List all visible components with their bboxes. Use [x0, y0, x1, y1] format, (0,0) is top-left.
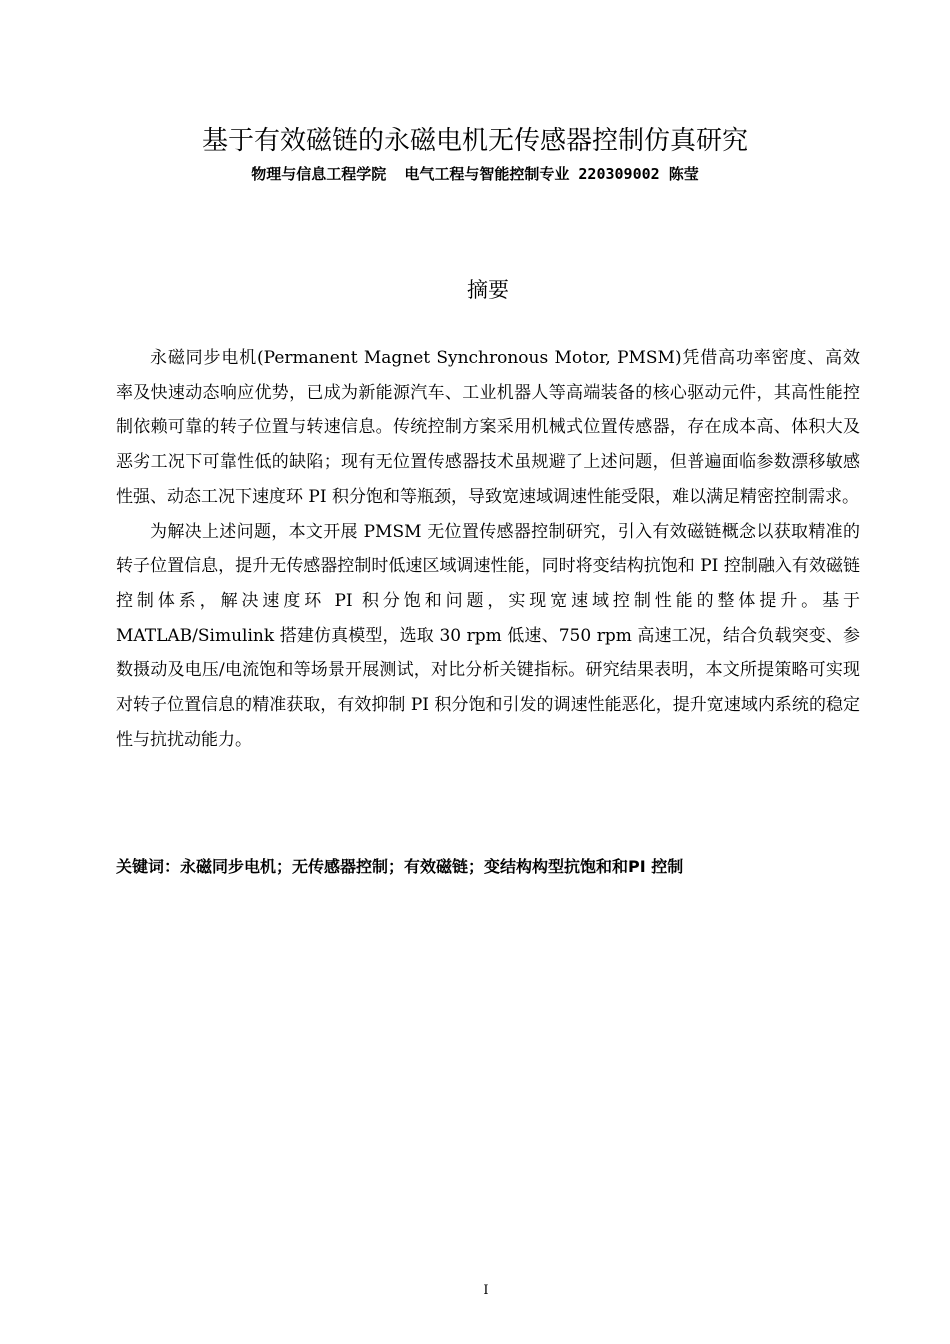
- abstract-body: [116, 341, 860, 757]
- abstract-heading: 摘要: [467, 278, 509, 302]
- page-number: I: [483, 1283, 489, 1298]
- abstract-paragraph: 永磁同步电机(Permanent Magnet Synchronous Motor, PMSM)凭借高功率密度、高效率及快速动态响应优势，已成为新能源汽车、工业机器人等高端装备的核心驱动元件，其高性能控制依赖可靠的转子位置与转速信息。传统控制方案采用机械式位置传感器，存在成本高、体积大及恶劣工况下可靠性低的缺陷；现有无位置传感器技术虽规避了上述问题，但普遍面临参数漂移敏感性强、动态工况下速度环 PI 积分饱和等瓶颈，导致宽速域调速性能受限，难以满足精密控制需求。: [116, 348, 860, 507]
- author-affiliation-line: 物理与信息工程学院 电气工程与智能控制专业 220309002 陈莹: [251, 165, 699, 183]
- abstract-paragraph: 为解决上述问题，本文开展 PMSM 无位置传感器控制研究，引入有效磁链概念以获取精准的转子位置信息，提升无传感器控制时低速区域调速性能，同时将变结构抗饱和 PI 控制融入有效磁链控制体系，解决速度环 PI 积分饱和问题，实现宽速域控制性能的整体提升。基于 MATLAB/Simulink 搭建仿真模型，选取 30 rpm 低速、750 rpm 高速工况，结合负载突变、参数摄动及电压/电流饱和等场景开展测试，对比分析关键指标。研究结果表明，本文所提策略可实现对转子位置信息的精准获取，有效抑制 PI 积分饱和引发的调速性能恶化，提升宽速域内系统的稳定性与抗扰动能力。: [116, 521, 860, 750]
- paper-title: 基于有效磁链的永磁电机无传感器控制仿真研究: [201, 126, 748, 156]
- keywords-line: 关键词：永磁同步电机；无传感器控制；有效磁链；变结构构型抗饱和和PI 控制: [116, 857, 684, 876]
